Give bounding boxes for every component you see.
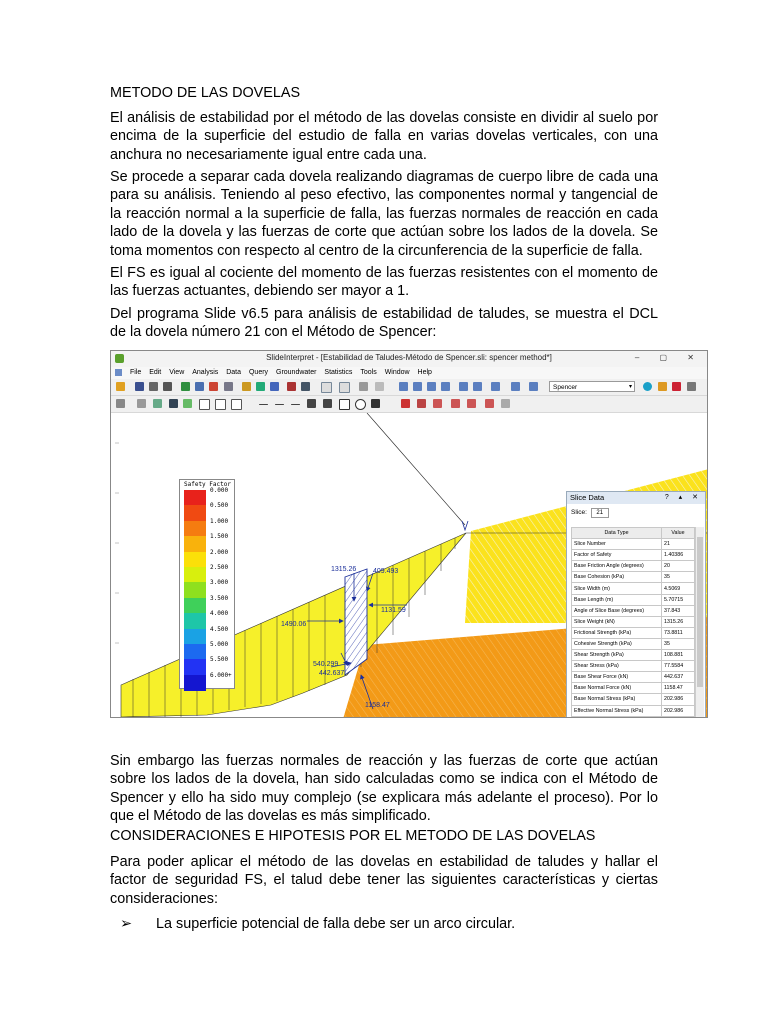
bullet-item <box>120 915 515 933</box>
row-value: 108.881 <box>662 650 695 661</box>
axis-ticks <box>115 443 119 643</box>
force-label-base-normal: 1158.47 <box>365 702 390 709</box>
ruler-icon[interactable] <box>451 399 460 408</box>
measure-icon[interactable] <box>433 399 442 408</box>
panel-controls[interactable]: ? ▴ ✕ <box>664 494 702 501</box>
legend-swatch <box>184 659 206 675</box>
section-heading-2: CONSIDERACIONES E HIPOTESIS POR EL METODO DE LAS DOVELAS <box>110 828 596 844</box>
export-image-icon[interactable] <box>181 382 190 391</box>
row-data-type: Base Normal Force (kN) <box>572 683 662 694</box>
force-label-right-shear: 409.493 <box>373 568 399 575</box>
legend-swatch <box>184 490 206 506</box>
radius-line <box>367 413 465 525</box>
slice-data-title: Slice Data <box>570 493 605 502</box>
pointer-icon[interactable] <box>116 399 125 408</box>
arrow-bullet-icon: ➢ <box>120 916 133 932</box>
ellipse-icon[interactable] <box>355 399 366 410</box>
surface-icon[interactable] <box>658 382 667 391</box>
row-value <box>662 716 695 718</box>
section-heading: METODO DE LAS DOVELAS <box>110 85 301 101</box>
model-canvas[interactable] <box>111 413 708 718</box>
row-data-type: Frictional Strength (kPa) <box>572 627 662 638</box>
menu-statistics[interactable]: Statistics <box>324 369 353 376</box>
slice-data-panel <box>566 491 706 718</box>
table-row[interactable] <box>572 583 695 594</box>
legend-label: 4.000 <box>210 610 229 618</box>
force-label-left-normal: 1490.06 <box>281 621 307 628</box>
menu-edit[interactable]: Edit <box>149 369 162 376</box>
row-data-type: Slice Number <box>572 539 662 550</box>
angle-icon[interactable] <box>417 399 426 408</box>
table-row[interactable] <box>572 683 695 694</box>
table-row[interactable] <box>572 594 695 605</box>
row-value: 202.986 <box>662 694 695 705</box>
menu-file[interactable]: File <box>129 369 142 376</box>
slice-data-header <box>567 492 705 504</box>
table-row[interactable] <box>572 661 695 672</box>
line-icon[interactable] <box>259 404 268 405</box>
cascade-icon[interactable] <box>339 382 350 393</box>
legend-label: 3.000 <box>210 579 229 587</box>
tile-icon[interactable] <box>321 382 332 393</box>
legend-label: 0.500 <box>210 502 229 510</box>
point-icon[interactable] <box>485 399 494 408</box>
scrollbar-thumb[interactable] <box>697 537 703 687</box>
column-header-data-type[interactable]: Data Type <box>572 528 662 539</box>
table-row[interactable] <box>572 638 695 649</box>
layout-icon[interactable] <box>137 399 146 408</box>
chevron-down-icon: ▾ <box>628 384 632 390</box>
legend-label: 4.500 <box>210 625 229 633</box>
toolbar-main <box>111 379 707 396</box>
triangle-icon[interactable] <box>401 399 410 408</box>
table-row[interactable] <box>572 627 695 638</box>
table-row[interactable] <box>572 572 695 583</box>
graph-icon[interactable] <box>209 382 218 391</box>
table-row[interactable] <box>572 672 695 683</box>
table-row[interactable] <box>572 694 695 705</box>
legend-swatch <box>184 552 206 568</box>
table-row[interactable] <box>572 716 695 718</box>
print-icon[interactable] <box>149 382 158 391</box>
row-value: 37.843 <box>662 605 695 616</box>
paragraph-3: El FS es igual al cociente del momento de las fuerzas resistentes con el momento de las fuerzas actuantes, debiendo ser mayor a 1. <box>110 265 658 300</box>
row-data-type: Effective Normal Stress (kPa) <box>572 705 662 716</box>
row-data-type: Base Length (m) <box>572 594 662 605</box>
paragraph-2: Se procede a separar cada dovela realizando diagramas de cuerpo libre de cada una para su análisis. Teniendo al peso efectivo, las componentes normal y tangencial de la reacción normal a la superficie de falla, las fuerzas normales de reacción en cada lado de la dovela y las fuerzas de corte que actúan sobre los lados de la dovela. Se toma momentos con respecto al centro de la circunferencia de la superficie de falla. <box>110 169 658 259</box>
row-value: 202.986 <box>662 705 695 716</box>
force-label-right-normal: 1131.59 <box>381 607 406 614</box>
force-label-base-shear: 442.637 <box>319 670 345 677</box>
display-icon[interactable] <box>169 399 178 408</box>
row-data-type: Cohesive Strength (kPa) <box>572 638 662 649</box>
legend-swatch <box>184 536 206 552</box>
table-row[interactable] <box>572 550 695 561</box>
paragraph-6: Para poder aplicar el método de las dovelas en estabilidad de taludes y hallar el factor de seguridad FS, el talud debe tener las siguientes características y ciertas consideraciones: <box>110 854 658 907</box>
legend-label: 1.500 <box>210 533 229 541</box>
arrow-icon[interactable] <box>275 404 284 405</box>
paragraph-1: El análisis de estabilidad por el método de las dovelas consiste en dividir al suelo por encima de la superficie del estudio de falla en varias dovelas verticales, con una anchura no necesariamente igual entre cada una. <box>110 110 658 163</box>
zoom-slice-icon[interactable] <box>511 382 520 391</box>
legend-label: 0.000 <box>210 487 229 494</box>
row-data-type: Shear Strength (kPa) <box>572 650 662 661</box>
menu-help[interactable]: Help <box>417 369 432 376</box>
row-data-type: Shear Stress (kPa) <box>572 661 662 672</box>
legend-swatch <box>184 629 206 645</box>
row-value: 20 <box>662 561 695 572</box>
doc-icon <box>115 369 122 376</box>
table-icon[interactable] <box>224 382 233 391</box>
legend-swatch <box>184 644 206 660</box>
slide-screenshot <box>110 350 708 718</box>
text-box-icon[interactable] <box>371 399 380 408</box>
method-select[interactable] <box>549 381 635 392</box>
table-row[interactable] <box>572 616 695 627</box>
print-preview-icon[interactable] <box>163 382 172 391</box>
grid-table-icon[interactable] <box>231 399 242 410</box>
method-select-value: Spencer <box>553 384 578 391</box>
table-row[interactable] <box>572 561 695 572</box>
globe-icon[interactable] <box>643 382 652 391</box>
legend-swatch <box>184 582 206 598</box>
dimension-icon[interactable] <box>291 404 300 405</box>
search-icon[interactable] <box>529 382 538 391</box>
query-icon[interactable] <box>242 382 251 391</box>
force-label-left-shear: 540.299 <box>313 661 339 668</box>
zoom-slope-icon[interactable] <box>473 382 482 391</box>
row-data-type: Slice Weight (kN) <box>572 616 662 627</box>
paragraph-5: Sin embargo las fuerzas normales de reacción y las fuerzas de corte que actúan sobre los lados de la dovela, han sido calculadas como se indica con el Método de Spencer y ello ha sido muy complejo (se explicara más adelante el proceso). Por lo que el Método de las dovelas es más simplificado. <box>110 753 658 825</box>
legend-label: 3.500 <box>210 594 229 602</box>
menu-tools[interactable]: Tools <box>360 369 377 376</box>
legend-swatch <box>184 675 206 691</box>
table-row[interactable] <box>572 605 695 616</box>
row-value: 442.637 <box>662 672 695 683</box>
row-data-type: Base Shear Force (kN) <box>572 672 662 683</box>
slice-selector-label: Slice: <box>571 509 587 516</box>
zoom-in-icon[interactable] <box>399 382 408 391</box>
filter-icon[interactable] <box>687 382 696 391</box>
row-value: 1315.26 <box>662 616 695 627</box>
row-data-type: Factor of Safety <box>572 550 662 561</box>
tool-icon[interactable] <box>501 399 510 408</box>
toolbar-draw <box>111 396 707 413</box>
table-scrollbar[interactable] <box>695 527 704 718</box>
row-data-type <box>572 716 662 718</box>
report-icon[interactable] <box>287 382 296 391</box>
table-row[interactable] <box>572 650 695 661</box>
select-icon[interactable] <box>256 382 265 391</box>
legend-swatch <box>184 613 206 629</box>
row-value: 1.40386 <box>662 550 695 561</box>
rectangle-icon[interactable] <box>339 399 350 410</box>
row-data-type: Slice Width (m) <box>572 583 662 594</box>
menu-analysis[interactable]: Analysis <box>192 369 219 376</box>
slice-data-table <box>571 527 695 718</box>
legend-label: 5.000 <box>210 641 229 648</box>
force-label-weight: 1315.26 <box>331 566 357 573</box>
menu-groundwater[interactable]: Groundwater <box>276 369 317 376</box>
image-icon[interactable] <box>153 399 162 408</box>
row-value: 73.8811 <box>662 627 695 638</box>
save-icon[interactable] <box>135 382 144 391</box>
row-data-type: Angle of Slice Base (degrees) <box>572 605 662 616</box>
zoom-all-icon[interactable] <box>441 382 450 391</box>
legend-swatch <box>184 521 206 537</box>
menu-data[interactable]: Data <box>226 369 242 376</box>
row-data-type: Base Friction Angle (degrees) <box>572 561 662 572</box>
chart-icon[interactable] <box>195 382 204 391</box>
slice-selector <box>571 508 609 518</box>
row-value: 4.5069 <box>662 583 695 594</box>
legend-swatch <box>184 505 206 521</box>
grid-icon[interactable] <box>199 399 210 410</box>
row-value: 5.70715 <box>662 594 695 605</box>
undo-icon[interactable] <box>359 382 368 391</box>
open-icon[interactable] <box>116 382 125 391</box>
distance-icon[interactable] <box>467 399 476 408</box>
legend-label: 5.500 <box>210 656 229 664</box>
legend-label: 2.000 <box>210 548 229 556</box>
legend-swatch <box>184 567 206 583</box>
zoom-extents-icon[interactable] <box>459 382 468 391</box>
paragraph-4: Del programa Slide v6.5 para análisis de estabilidad de taludes, se muestra el DCL de la dovela número 21 con el Método de Spencer: <box>110 306 658 341</box>
row-data-type: Base Cohesion (kPa) <box>572 572 662 583</box>
polyline-icon[interactable] <box>307 399 316 408</box>
table-row[interactable] <box>572 539 695 550</box>
zoom-window-icon[interactable] <box>427 382 436 391</box>
document-icon[interactable] <box>301 382 310 391</box>
menu-view[interactable]: View <box>169 369 185 376</box>
row-value: 77.5584 <box>662 661 695 672</box>
table-row[interactable] <box>572 705 695 716</box>
zoom-out-icon[interactable] <box>413 382 422 391</box>
legend-label: 1.000 <box>210 517 229 525</box>
pan-icon[interactable] <box>491 382 500 391</box>
redo-icon[interactable] <box>375 382 384 391</box>
row-value: 35 <box>662 572 695 583</box>
row-value: 35 <box>662 638 695 649</box>
info-icon[interactable] <box>270 382 279 391</box>
window-title: SlideInterpret - [Estabilidad de Taludes-Método de Spencer.sli: spencer method*] <box>266 353 552 362</box>
min-surface-icon[interactable] <box>672 382 681 391</box>
slice-21[interactable] <box>345 569 367 675</box>
legend-title: Safety Factor <box>184 481 231 488</box>
legend-label: 6.000+ <box>210 671 232 679</box>
bullet-text: La superficie potencial de falla debe ser un arco circular. <box>156 916 516 932</box>
row-data-type: Base Normal Stress (kPa) <box>572 694 662 705</box>
legend-label: 2.500 <box>210 564 229 571</box>
safety-factor-legend <box>179 479 235 689</box>
menu-bar <box>111 367 707 379</box>
slice-number-spinner[interactable]: 21 <box>591 508 609 518</box>
row-value: 1158.47 <box>662 683 695 694</box>
row-value: 21 <box>662 539 695 550</box>
grid-fine-icon[interactable] <box>215 399 226 410</box>
title-bar <box>111 351 707 368</box>
column-header-value[interactable]: Value <box>662 528 695 539</box>
window-controls[interactable]: – ▢ ✕ <box>634 353 703 362</box>
layer-icon[interactable] <box>183 399 192 408</box>
arc-icon[interactable] <box>323 399 332 408</box>
menu-query[interactable]: Query <box>248 369 269 376</box>
menu-window[interactable]: Window <box>384 369 410 376</box>
legend-swatch <box>184 598 206 614</box>
